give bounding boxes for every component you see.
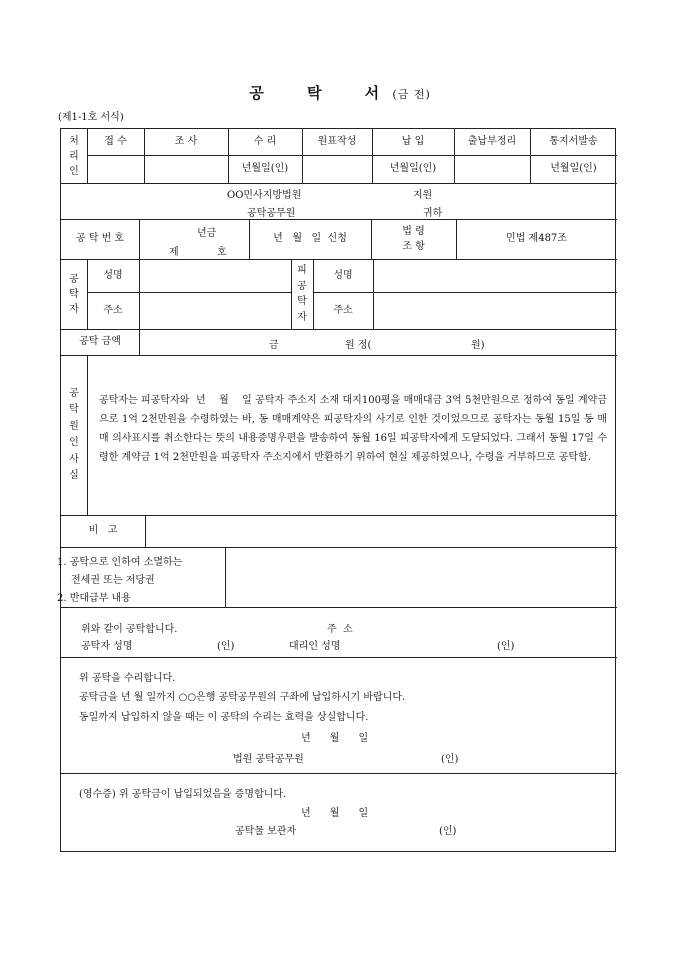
date-accept: 년월일(인) — [241, 163, 289, 174]
depositee-label: 피 공 탁 자 — [297, 265, 307, 323]
acceptance-line-1: 위 공탁을 수리합니다. — [79, 673, 176, 684]
amount-label: 공탁 금액 — [79, 336, 121, 347]
apply-date: 년 월 일 신청 — [273, 233, 347, 244]
deposit-number-label: 공 탁 번 호 — [75, 233, 125, 244]
depositor-name-label: 성명 — [103, 269, 123, 281]
receipt-keeper: 공탁물 보관자 — [235, 826, 297, 837]
depositor-label: 공 탁 자 — [69, 273, 79, 315]
facts-label: 공 탁 원 인 사 실 — [69, 387, 79, 481]
depositor-address-label: 주소 — [103, 304, 123, 316]
header-cash-book: 출납부정리 — [467, 136, 517, 147]
processor-label: 처 리 인 — [69, 135, 79, 177]
header-ledger: 원표작성 — [317, 136, 357, 147]
date-payment: 년월일(인) — [389, 163, 437, 174]
amount-close-label: 원) — [471, 340, 485, 351]
branch-label: 지원 — [413, 190, 433, 201]
deposit-case-prefix: 제 — [169, 247, 179, 258]
depositee-name-label: 성명 — [333, 269, 353, 281]
request-seal-2: (인) — [497, 641, 515, 652]
depositee-address-label: 주소 — [333, 304, 353, 316]
amount-prefix: 금 — [269, 340, 279, 351]
document-title — [0, 82, 680, 103]
acceptance-seal: (인) — [441, 754, 459, 765]
header-accept: 수 리 — [253, 136, 277, 147]
extinguish-line-2: 전세권 또는 저당권 — [71, 575, 155, 586]
header-receipt: 접 수 — [104, 136, 127, 147]
header-notice: 통지서발송 — [549, 136, 598, 147]
date-notice: 년월일(인) — [550, 163, 597, 174]
header-review: 조 사 — [174, 136, 198, 147]
acceptance-date: 년 월 일 — [301, 733, 369, 744]
officer-label: 공탁공무원 — [247, 208, 296, 219]
law-label: 법 령 조 항 — [402, 226, 425, 252]
court-name: OO민사지방법원 — [227, 190, 302, 201]
receipt-line: (영수증) 위 공탁금이 납입되었음을 증명합니다. — [79, 789, 287, 800]
document-title-sub: (금 전) — [392, 88, 431, 101]
request-line: 위와 같이 공탁합니다. — [81, 624, 178, 635]
deposit-year-label: 년금 — [197, 228, 217, 239]
request-address-label: 주 소 — [327, 624, 353, 635]
acceptance-line-2: 공탁금을 년 월 일까지 ○○은행 공탁공무원의 구좌에 납입하시기 바랍니다. — [79, 692, 406, 703]
request-agent-label: 대리인 성명 — [289, 641, 341, 652]
receipt-date: 년 월 일 — [301, 808, 369, 819]
receipt-seal: (인) — [439, 826, 457, 837]
amount-won-label: 원 정( — [345, 340, 372, 351]
request-name-label: 공탁자 성명 — [81, 641, 133, 652]
extinguish-line-1: 1. 공탁으로 인하여 소멸하는 — [57, 557, 183, 568]
law-value: 민법 제487조 — [506, 233, 567, 244]
facts-text: 공탁자는 피공탁자와 년 월 일 공탁자 주소지 소재 대지100평을 매매대금 3억 5천만원으로 정하여 동일 계약금으로 1억 2천만원을 수령하였는 바, 동 매매계약은 피공탁자의 사기로 인한 것이었으므로 공탁자는 동월 15일 동 매매 의사표시를 취소한다는 뜻의 내용증명우편을 발송하여 동월 16일 피공탁자에게 도달되었다. 그래서 동월 17일 수령한 계약금 1억 2천만원을 피공탁자 주소지에서 반환하기 위하여 현실 제공하였으나, 수령을 거부하므로 공탁함. — [99, 395, 607, 463]
honorific-label: 귀하 — [423, 208, 443, 219]
header-payment: 납 입 — [401, 136, 425, 147]
deposit-form — [57, 128, 616, 852]
acceptance-officer: 법원 공탁공무원 — [233, 754, 304, 765]
form-number: (제1-1호 서식) — [58, 112, 124, 123]
request-seal-1: (인) — [217, 641, 235, 652]
extinguish-line-3: 2. 반대급부 내용 — [57, 593, 131, 604]
acceptance-line-3: 동일까지 납입하지 않을 때는 이 공탁의 수리는 효력을 상실합니다. — [79, 712, 369, 723]
document-title-main: 공 탁 서 — [249, 84, 381, 102]
remarks-label: 비 고 — [88, 525, 118, 536]
deposit-case-suffix: 호 — [217, 247, 227, 258]
